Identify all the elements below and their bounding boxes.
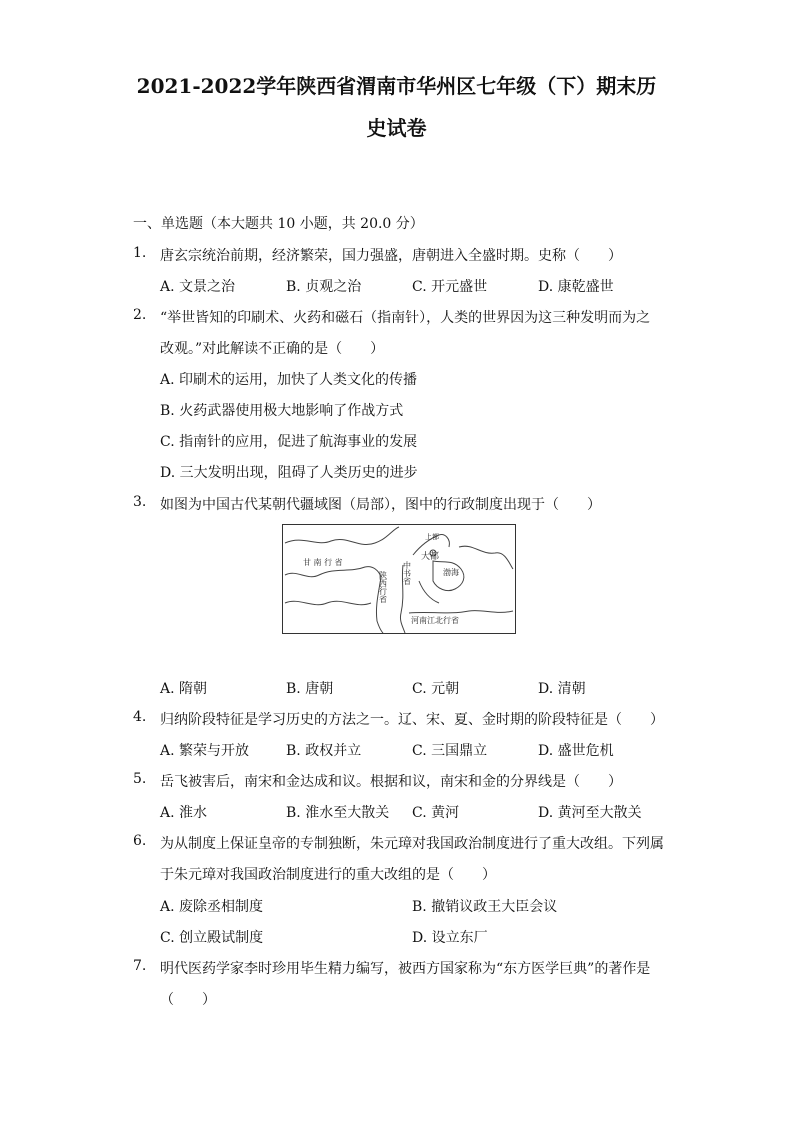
question-7-text-line-1: 明代医药学家李时珍用毕生精力编写，被西方国家称为“东方医学巨典”的著作是 (160, 961, 651, 977)
question-3-option-a[interactable]: A. 隋朝 (160, 681, 208, 697)
question-4-option-c[interactable]: C. 三国鼎立 (412, 743, 488, 759)
map-label-dadu: 大都 (421, 552, 440, 562)
question-3-option-d[interactable]: D. 清朝 (538, 681, 586, 697)
question-5-option-a[interactable]: A. 淮水 (160, 805, 208, 821)
question-4-text: 归纳阶段特征是学习历史的方法之一。辽、宋、夏、金时期的阶段特征是（ ） (160, 712, 664, 728)
question-6-number: 6. (133, 833, 147, 849)
exam-title-line-2: 史试卷 (366, 116, 427, 140)
map-drawing (283, 525, 515, 633)
question-6-option-b[interactable]: B. 撤销议政王大臣会议 (412, 899, 558, 915)
question-4-option-b[interactable]: B. 政权并立 (286, 743, 362, 759)
map-label-zhongshu: 中书省 (402, 561, 412, 585)
question-6-text-line-2: 于朱元璋对我国政治制度进行的重大改组的是（ ） (160, 867, 496, 883)
question-5-option-c[interactable]: C. 黄河 (412, 805, 460, 821)
section-heading: 一、单选题（本大题共 10 小题，共 20.0 分） (133, 216, 424, 232)
question-2-option-b[interactable]: B. 火药武器使用极大地影响了作战方式 (160, 403, 404, 419)
map-border-southwest (285, 601, 371, 604)
map-border-henan (409, 611, 513, 613)
question-3-option-c[interactable]: C. 元朝 (412, 681, 460, 697)
map-label-shangdu: 上都 (425, 533, 439, 541)
question-4-option-a[interactable]: A. 繁荣与开放 (160, 743, 250, 759)
question-3-number: 3. (133, 494, 147, 510)
map-label-shaanxi: 陕西行省 (378, 571, 388, 603)
question-5-text: 岳飞被害后，南宋和金达成和议。根据和议，南宋和金的分界线是（ ） (160, 774, 622, 790)
question-1-number: 1. (133, 245, 147, 261)
exam-title-line-1: 2021-2022学年陕西省渭南市华州区七年级（下）期末历 (136, 74, 657, 98)
map-label-bohai: 渤海 (443, 568, 459, 577)
question-5-option-b[interactable]: B. 淮水至大散关 (286, 805, 390, 821)
question-1-text: 唐玄宗统治前期，经济繁荣，国力强盛，唐朝进入全盛时期。史称（ ） (160, 248, 622, 264)
question-2-text-line-1: “举世皆知的印刷术、火药和磁石（指南针），人类的世界因为这三种发明而为之 (160, 310, 651, 326)
question-3-option-b[interactable]: B. 唐朝 (286, 681, 334, 697)
map-border-west (285, 567, 381, 577)
map-label-gansu: 甘 南 行 省 (303, 558, 343, 567)
question-1-option-c[interactable]: C. 开元盛世 (412, 279, 488, 295)
question-1-option-d[interactable]: D. 康乾盛世 (538, 279, 614, 295)
question-5-number: 5. (133, 771, 147, 787)
question-6-option-c[interactable]: C. 创立殿试制度 (160, 930, 264, 946)
question-1-option-a[interactable]: A. 文景之治 (160, 279, 236, 295)
question-7-text-line-2: （ ） (160, 992, 216, 1008)
question-2-number: 2. (133, 307, 147, 323)
question-2-option-a[interactable]: A. 印刷术的运用，加快了人类文化的传播 (160, 372, 418, 388)
question-6-option-d[interactable]: D. 设立东厂 (412, 930, 488, 946)
question-6-text-line-1: 为从制度上保证皇帝的专制独断，朱元璋对我国政治制度进行了重大改组。下列属 (160, 836, 664, 852)
question-2-option-c[interactable]: C. 指南针的应用，促进了航海事业的发展 (160, 434, 418, 450)
map-river (419, 581, 439, 603)
map-label-henan: 河南江北行省 (411, 616, 459, 625)
question-3-text: 如图为中国古代某朝代疆域图（局部），图中的行政制度出现于（ ） (160, 497, 601, 513)
question-2-text-line-2: 改观。”对此解读不正确的是（ ） (160, 341, 385, 357)
question-6-option-a[interactable]: A. 废除丞相制度 (160, 899, 264, 915)
question-7-number: 7. (133, 958, 147, 974)
question-4-number: 4. (133, 709, 147, 725)
map-border-north (285, 527, 399, 545)
question-2-option-d[interactable]: D. 三大发明出现，阻碍了人类历史的进步 (160, 465, 418, 481)
question-5-option-d[interactable]: D. 黄河至大散关 (538, 805, 642, 821)
question-1-option-b[interactable]: B. 贞观之治 (286, 279, 362, 295)
question-4-option-d[interactable]: D. 盛世危机 (538, 743, 614, 759)
map-border-northeast (459, 546, 513, 569)
yuan-dynasty-territory-map (282, 524, 516, 634)
